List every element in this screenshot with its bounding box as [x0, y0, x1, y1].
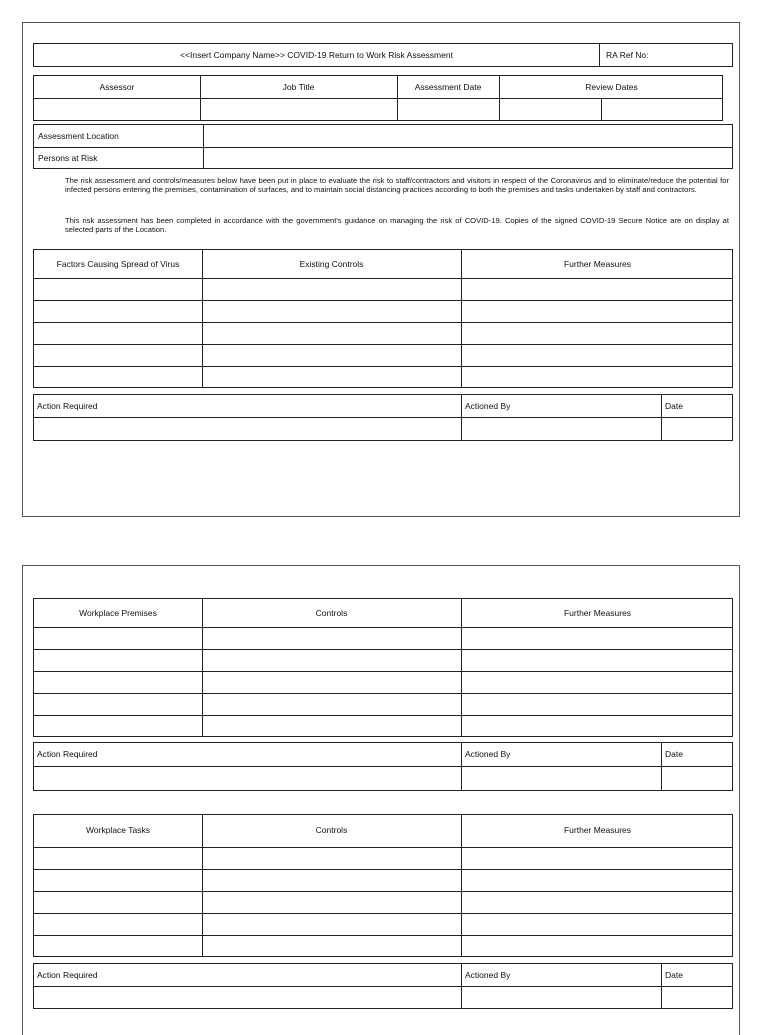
action-required-label: Action Required	[37, 971, 98, 980]
header-assessment-date: Assessment Date	[414, 83, 482, 92]
date-label: Date	[665, 750, 683, 759]
assessor-table	[33, 75, 723, 121]
header-further-measures: Further Measures	[563, 609, 632, 618]
date-label: Date	[665, 402, 683, 411]
title-bar	[33, 43, 733, 67]
action-table-2	[33, 742, 733, 791]
tasks-table	[33, 814, 733, 957]
persons-at-risk-label: Persons at Risk	[38, 154, 98, 163]
header-existing-controls: Existing Controls	[299, 260, 364, 269]
factors-table	[33, 249, 733, 388]
header-controls: Controls	[315, 609, 348, 618]
intro-paragraph-2: This risk assessment has been completed in accordance with the government's guidance on managing the risk of COVID-19. Copies of the signed COVID-19 Secure Notice are on display at selected parts of the Location.	[65, 216, 729, 235]
premises-table	[33, 598, 733, 737]
location-table	[33, 124, 733, 169]
intro-paragraph-1: The risk assessment and controls/measures below have been put in place to evaluate the risk to staff/contractors and visitors in respect of the Coronavirus and to eliminate/reduce the potential for infected persons entering the premises, contamination of surfaces, and to maintain social distancing practices according to both the premises and tasks undertaken by staff and contractors.	[65, 176, 729, 195]
header-job-title: Job Title	[282, 83, 315, 92]
action-required-label: Action Required	[37, 402, 98, 411]
header-workplace-premises: Workplace Premises	[79, 609, 157, 618]
header-assessor: Assessor	[99, 83, 135, 92]
action-table-3	[33, 963, 733, 1009]
date-label: Date	[665, 971, 683, 980]
header-controls: Controls	[315, 826, 348, 835]
header-factors: Factors Causing Spread of Virus	[56, 260, 180, 269]
actioned-by-label: Actioned By	[465, 402, 511, 411]
ra-ref-label: RA Ref No:	[606, 51, 649, 60]
header-workplace-tasks: Workplace Tasks	[86, 826, 150, 835]
document-title: <<Insert Company Name>> COVID-19 Return to Work Risk Assessment	[180, 51, 453, 60]
page-one	[22, 22, 740, 517]
action-table-1	[33, 394, 733, 441]
header-further-measures: Further Measures	[563, 260, 632, 269]
assessment-location-label: Assessment Location	[38, 132, 119, 141]
header-further-measures: Further Measures	[563, 826, 632, 835]
actioned-by-label: Actioned By	[465, 750, 511, 759]
header-review-dates: Review Dates	[585, 83, 638, 92]
action-required-label: Action Required	[37, 750, 98, 759]
actioned-by-label: Actioned By	[465, 971, 511, 980]
page-two	[22, 565, 740, 1035]
